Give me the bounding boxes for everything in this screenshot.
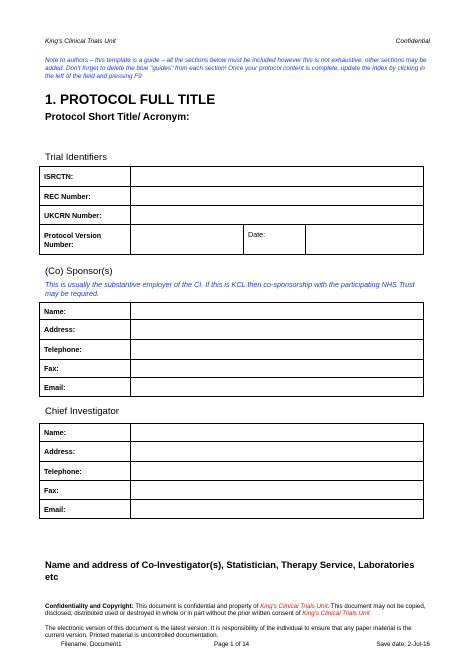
header-right: Confidential	[395, 38, 430, 45]
confidentiality-text-1: This document is confidential and property of	[133, 603, 261, 610]
sponsor-address-label: Address:	[40, 320, 131, 340]
sponsor-name-field[interactable]	[131, 303, 424, 320]
sponsor-email-field[interactable]	[131, 378, 424, 397]
footer-page-number: Page 1 of 14	[214, 641, 250, 648]
sponsor-telephone-field[interactable]	[131, 340, 424, 360]
chief-investigator-table	[39, 423, 424, 519]
ci-telephone-field[interactable]	[131, 462, 424, 481]
confidentiality-text-2: . This document may not be copied, disclosed, distributed used or destroyed in whole or in part without the prior written consent of	[45, 603, 426, 618]
short-title-label: Protocol Short Title/ Acronym:	[45, 112, 190, 123]
confidentiality-notice	[45, 603, 430, 618]
rec-number-label: REC Number:	[40, 187, 131, 206]
sponsor-table	[39, 302, 424, 397]
ci-email-field[interactable]	[131, 500, 424, 519]
ukcrn-number-field[interactable]	[131, 206, 424, 225]
sponsor-note: This is usually the substantive employer of the CI. If this is KCL then co-sponsorship with the participating NHS Trust may be required.	[45, 280, 415, 298]
date-label: Date:	[244, 225, 306, 255]
author-note: Note to authors – this template is a guide – all the sections below must be included however this is not exhaustive, other sections may be added. Don't forget to delete the blue "guides" from each section! Once your protocol content is complete, update the index by clicking in the left of the field and pressing F9	[45, 57, 427, 80]
protocol-version-label: Protocol Version Number:	[40, 225, 131, 255]
unit-name-1: King's Clinical Trials Unit	[260, 603, 328, 610]
footer-filename: Filename: Document1	[61, 641, 122, 648]
sponsor-name-label: Name:	[40, 303, 131, 320]
ci-fax-label: Fax:	[40, 481, 131, 500]
footer-save-date: Save date: 2-Jul-16	[376, 641, 430, 648]
ci-name-field[interactable]	[131, 424, 424, 442]
sponsor-fax-field[interactable]	[131, 360, 424, 378]
ci-address-field[interactable]	[131, 442, 424, 462]
unit-name-2: King's Clinical Trials Unit	[302, 610, 370, 618]
trial-identifiers-heading: Trial Identifiers	[45, 152, 107, 163]
co-investigators-heading: Name and address of Co-Investigator(s), Statistician, Therapy Service, Laboratories etc	[45, 560, 415, 582]
page-title: 1. PROTOCOL FULL TITLE	[45, 92, 216, 107]
rec-number-field[interactable]	[131, 187, 424, 206]
protocol-version-field[interactable]	[131, 225, 244, 255]
ci-address-label: Address:	[40, 442, 131, 462]
confidentiality-label: Confidentiality and Copyright:	[45, 603, 134, 610]
ci-email-label: Email:	[40, 500, 131, 519]
ci-fax-field[interactable]	[131, 481, 424, 500]
isrctn-field[interactable]	[131, 167, 424, 187]
chief-investigator-heading: Chief Investigator	[45, 406, 119, 417]
isrctn-label: ISRCTN:	[40, 167, 131, 187]
ci-telephone-label: Telephone:	[40, 462, 131, 481]
sponsor-telephone-label: Telephone:	[40, 340, 131, 360]
sponsor-address-field[interactable]	[131, 320, 424, 340]
header-left: King's Clinical Trials Unit	[45, 38, 116, 45]
date-field[interactable]	[306, 225, 424, 255]
sponsor-email-label: Email:	[40, 378, 131, 397]
trial-identifiers-table	[39, 166, 424, 255]
sponsor-heading: (Co) Sponsor(s)	[45, 266, 113, 277]
sponsor-fax-label: Fax:	[40, 360, 131, 378]
ci-name-label: Name:	[40, 424, 131, 442]
electronic-version-notice: The electronic version of this document is the latest version. It is responsibility of the individual to ensure that any paper material is the current version. Printed material is uncontrolled documentation.	[45, 625, 412, 640]
ukcrn-number-label: UKCRN Number:	[40, 206, 131, 225]
